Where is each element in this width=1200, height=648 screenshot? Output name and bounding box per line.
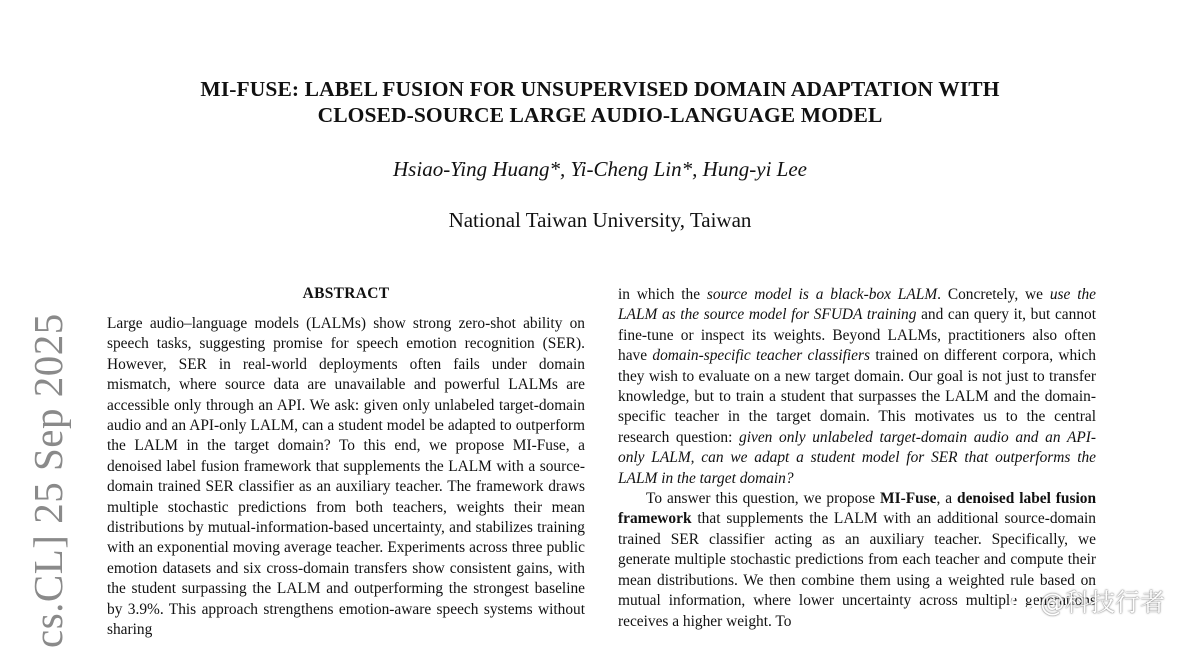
watermark-logo-icon: [1010, 591, 1036, 613]
intro-text: To answer this question, we propose: [646, 490, 881, 508]
method-name: MI-Fuse: [880, 490, 937, 508]
watermark-text: @科技行者: [1040, 588, 1166, 617]
intro-text: that supplements the LALM with an additional source-domain trained SER classifier acting as an auxiliary teacher. Specifically, we generate multiple stochastic predictions from each teacher and compute their mean distributions. We then combine them using a weighted rule based on mutual information, where lower uncertainty across multiple generations receives a higher weight. To: [618, 510, 1096, 630]
intro-text: . Concretely, we: [937, 286, 1050, 303]
introduction-column: [618, 285, 1096, 632]
abstract-heading: ABSTRACT: [302, 285, 390, 302]
affiliation: National Taiwan University, Taiwan: [448, 208, 752, 232]
abstract-column: [107, 284, 585, 641]
title-line-2: CLOSED-SOURCE LARGE AUDIO-LANGUAGE MODEL: [317, 103, 883, 127]
intro-emphasis: use the LALM as the source model for SFUDA training: [618, 286, 1096, 324]
arxiv-identifier-stamp: cs.CL] 25 Sep 2025: [25, 313, 71, 648]
intro-text: , a: [936, 490, 958, 508]
intro-emphasis: source model is a black-box LALM: [706, 286, 938, 303]
method-description: denoised label fusion framework: [618, 490, 1097, 528]
source-watermark: [1010, 588, 1165, 618]
intro-paragraph-1: [618, 285, 1096, 489]
paper-title: [0, 76, 1200, 128]
intro-text: in which the: [618, 286, 707, 303]
intro-text: trained on different corpora, which they wish to evaluate on a new target domain. Our goal is not just to transfer knowledge, but to train a student that surpasses the LALM and the domain-specific teacher in the target domain. This motivates us to the central research question:: [618, 347, 1096, 446]
abstract-body: Large audio–language models (LALMs) show strong zero-shot ability on speech tasks, suggesting promise for speech emotion recognition (SER). However, SER in real-world deployments often fails under domain mismatch, where source data are unavailable and powerful LALMs are accessible only through an API. We ask: given only unlabeled target-domain audio and an API-only LALM, can a student model be adapted to outperform the LALM in the target domain? To this end, we propose MI-Fuse, a denoised label fusion framework that supplements the LALM with a source-domain trained SER classifier as an auxiliary teacher. The framework draws multiple stochastic predictions from both teachers, weights their mean distributions by mutual-information-based uncertainty, and stabilizes training with an exponential moving average teacher. Experiments across three public emotion datasets and six cross-domain transfers show consistent gains, with the student surpassing the LALM and outperforming the strongest baseline by 3.9%. This approach strengthens emotion-aware speech systems without sharing: [107, 315, 585, 639]
title-line-1: MI-FUSE: LABEL FUSION FOR UNSUPERVISED DOMAIN ADAPTATION WITH: [200, 77, 1000, 101]
intro-emphasis: domain-specific teacher classifiers: [652, 347, 870, 365]
author-list: Hsiao-Ying Huang*, Yi-Cheng Lin*, Hung-yi Lee: [393, 157, 807, 181]
research-question: given only unlabeled target-domain audio and an API-only LALM, can we adapt a student model for SER that outperforms the LALM in the target domain?: [618, 428, 1097, 487]
intro-text: and can query it, but cannot fine-tune or inspect its weights. Beyond LALMs, practitioners also often have: [618, 306, 1096, 365]
